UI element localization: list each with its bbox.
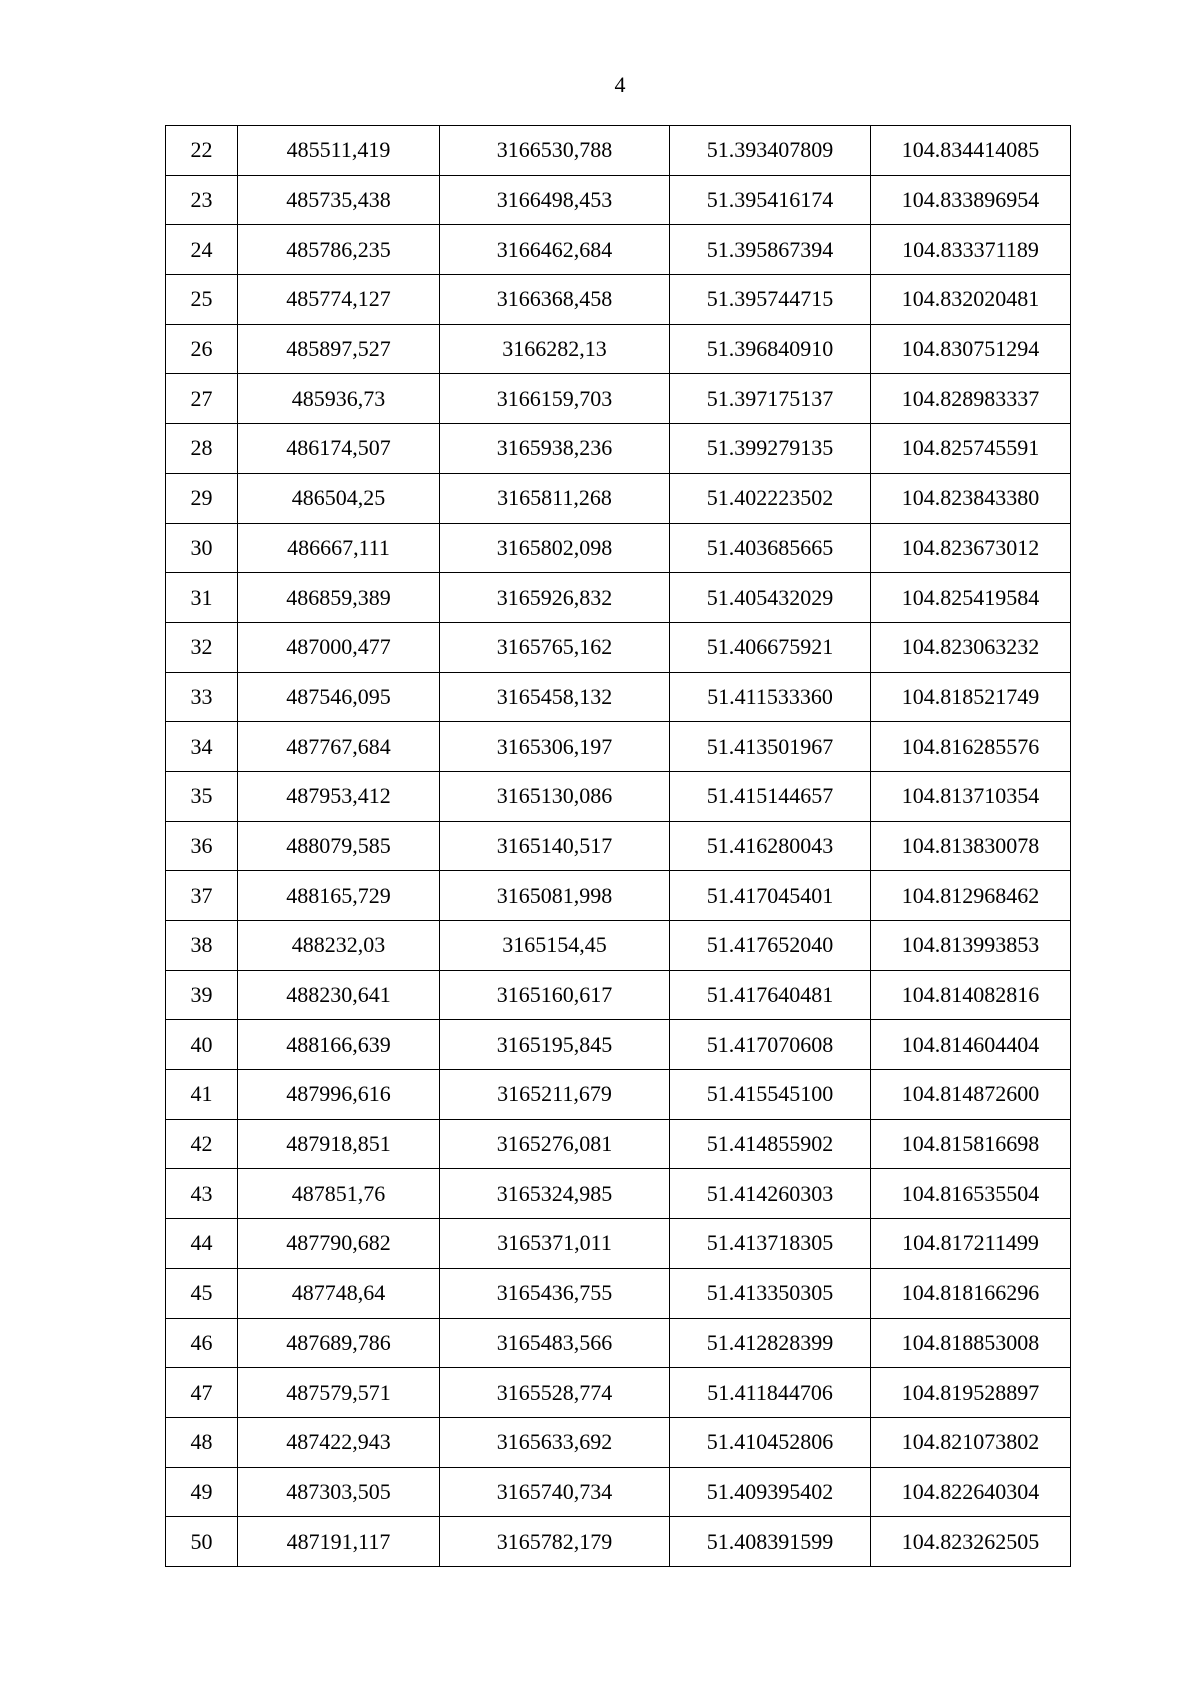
point-number-cell: 29 bbox=[166, 473, 238, 523]
latitude-cell: 51.417070608 bbox=[670, 1020, 871, 1070]
latitude-cell: 51.410452806 bbox=[670, 1417, 871, 1467]
point-number-cell: 42 bbox=[166, 1119, 238, 1169]
point-number-cell: 37 bbox=[166, 871, 238, 921]
x-coordinate-cell: 487579,571 bbox=[238, 1368, 440, 1418]
latitude-cell: 51.397175137 bbox=[670, 374, 871, 424]
longitude-cell: 104.818521749 bbox=[871, 672, 1071, 722]
longitude-cell: 104.823262505 bbox=[871, 1517, 1071, 1567]
x-coordinate-cell: 488079,585 bbox=[238, 821, 440, 871]
table-row bbox=[166, 1467, 1071, 1517]
x-coordinate-cell: 487303,505 bbox=[238, 1467, 440, 1517]
x-coordinate-cell: 487422,943 bbox=[238, 1417, 440, 1467]
latitude-cell: 51.395867394 bbox=[670, 225, 871, 275]
y-coordinate-cell: 3166498,453 bbox=[440, 175, 670, 225]
table-row bbox=[166, 771, 1071, 821]
point-number-cell: 50 bbox=[166, 1517, 238, 1567]
point-number-cell: 41 bbox=[166, 1070, 238, 1120]
table-row bbox=[166, 573, 1071, 623]
y-coordinate-cell: 3165195,845 bbox=[440, 1020, 670, 1070]
table-row bbox=[166, 871, 1071, 921]
x-coordinate-cell: 485897,527 bbox=[238, 324, 440, 374]
point-number-cell: 31 bbox=[166, 573, 238, 623]
x-coordinate-cell: 486667,111 bbox=[238, 523, 440, 573]
longitude-cell: 104.819528897 bbox=[871, 1368, 1071, 1418]
latitude-cell: 51.395744715 bbox=[670, 275, 871, 325]
y-coordinate-cell: 3165811,268 bbox=[440, 473, 670, 523]
latitude-cell: 51.416280043 bbox=[670, 821, 871, 871]
coordinates-table-body bbox=[166, 126, 1071, 1567]
y-coordinate-cell: 3165140,517 bbox=[440, 821, 670, 871]
table-row bbox=[166, 1268, 1071, 1318]
y-coordinate-cell: 3166530,788 bbox=[440, 126, 670, 176]
x-coordinate-cell: 486174,507 bbox=[238, 424, 440, 474]
point-number-cell: 33 bbox=[166, 672, 238, 722]
table-row bbox=[166, 672, 1071, 722]
latitude-cell: 51.403685665 bbox=[670, 523, 871, 573]
x-coordinate-cell: 486859,389 bbox=[238, 573, 440, 623]
y-coordinate-cell: 3165633,692 bbox=[440, 1417, 670, 1467]
latitude-cell: 51.413350305 bbox=[670, 1268, 871, 1318]
longitude-cell: 104.814082816 bbox=[871, 970, 1071, 1020]
y-coordinate-cell: 3165528,774 bbox=[440, 1368, 670, 1418]
longitude-cell: 104.832020481 bbox=[871, 275, 1071, 325]
latitude-cell: 51.417640481 bbox=[670, 970, 871, 1020]
longitude-cell: 104.834414085 bbox=[871, 126, 1071, 176]
x-coordinate-cell: 487191,117 bbox=[238, 1517, 440, 1567]
y-coordinate-cell: 3166368,458 bbox=[440, 275, 670, 325]
y-coordinate-cell: 3165740,734 bbox=[440, 1467, 670, 1517]
longitude-cell: 104.821073802 bbox=[871, 1417, 1071, 1467]
point-number-cell: 27 bbox=[166, 374, 238, 424]
table-row bbox=[166, 1368, 1071, 1418]
longitude-cell: 104.823063232 bbox=[871, 622, 1071, 672]
x-coordinate-cell: 487918,851 bbox=[238, 1119, 440, 1169]
table-row bbox=[166, 473, 1071, 523]
table-row bbox=[166, 175, 1071, 225]
latitude-cell: 51.415144657 bbox=[670, 771, 871, 821]
table-row bbox=[166, 275, 1071, 325]
table-row bbox=[166, 1417, 1071, 1467]
x-coordinate-cell: 487767,684 bbox=[238, 722, 440, 772]
x-coordinate-cell: 485735,438 bbox=[238, 175, 440, 225]
latitude-cell: 51.409395402 bbox=[670, 1467, 871, 1517]
table-row bbox=[166, 126, 1071, 176]
latitude-cell: 51.412828399 bbox=[670, 1318, 871, 1368]
latitude-cell: 51.395416174 bbox=[670, 175, 871, 225]
latitude-cell: 51.413501967 bbox=[670, 722, 871, 772]
latitude-cell: 51.408391599 bbox=[670, 1517, 871, 1567]
y-coordinate-cell: 3165160,617 bbox=[440, 970, 670, 1020]
point-number-cell: 36 bbox=[166, 821, 238, 871]
latitude-cell: 51.393407809 bbox=[670, 126, 871, 176]
point-number-cell: 32 bbox=[166, 622, 238, 672]
y-coordinate-cell: 3165276,081 bbox=[440, 1119, 670, 1169]
longitude-cell: 104.833371189 bbox=[871, 225, 1071, 275]
table-row bbox=[166, 225, 1071, 275]
point-number-cell: 34 bbox=[166, 722, 238, 772]
x-coordinate-cell: 487748,64 bbox=[238, 1268, 440, 1318]
x-coordinate-cell: 485511,419 bbox=[238, 126, 440, 176]
x-coordinate-cell: 487689,786 bbox=[238, 1318, 440, 1368]
table-row bbox=[166, 821, 1071, 871]
point-number-cell: 39 bbox=[166, 970, 238, 1020]
y-coordinate-cell: 3165371,011 bbox=[440, 1219, 670, 1269]
x-coordinate-cell: 487546,095 bbox=[238, 672, 440, 722]
x-coordinate-cell: 485786,235 bbox=[238, 225, 440, 275]
x-coordinate-cell: 485774,127 bbox=[238, 275, 440, 325]
point-number-cell: 28 bbox=[166, 424, 238, 474]
point-number-cell: 49 bbox=[166, 1467, 238, 1517]
table-row bbox=[166, 1318, 1071, 1368]
latitude-cell: 51.414260303 bbox=[670, 1169, 871, 1219]
y-coordinate-cell: 3165436,755 bbox=[440, 1268, 670, 1318]
longitude-cell: 104.813710354 bbox=[871, 771, 1071, 821]
y-coordinate-cell: 3165211,679 bbox=[440, 1070, 670, 1120]
point-number-cell: 23 bbox=[166, 175, 238, 225]
point-number-cell: 22 bbox=[166, 126, 238, 176]
table-row bbox=[166, 722, 1071, 772]
x-coordinate-cell: 486504,25 bbox=[238, 473, 440, 523]
latitude-cell: 51.405432029 bbox=[670, 573, 871, 623]
longitude-cell: 104.813830078 bbox=[871, 821, 1071, 871]
longitude-cell: 104.812968462 bbox=[871, 871, 1071, 921]
longitude-cell: 104.815816698 bbox=[871, 1119, 1071, 1169]
longitude-cell: 104.823673012 bbox=[871, 523, 1071, 573]
longitude-cell: 104.818853008 bbox=[871, 1318, 1071, 1368]
point-number-cell: 47 bbox=[166, 1368, 238, 1418]
longitude-cell: 104.825745591 bbox=[871, 424, 1071, 474]
latitude-cell: 51.406675921 bbox=[670, 622, 871, 672]
x-coordinate-cell: 487000,477 bbox=[238, 622, 440, 672]
latitude-cell: 51.396840910 bbox=[670, 324, 871, 374]
x-coordinate-cell: 488165,729 bbox=[238, 871, 440, 921]
table-row bbox=[166, 1219, 1071, 1269]
y-coordinate-cell: 3166462,684 bbox=[440, 225, 670, 275]
longitude-cell: 104.813993853 bbox=[871, 921, 1071, 971]
x-coordinate-cell: 487790,682 bbox=[238, 1219, 440, 1269]
longitude-cell: 104.825419584 bbox=[871, 573, 1071, 623]
y-coordinate-cell: 3165802,098 bbox=[440, 523, 670, 573]
latitude-cell: 51.402223502 bbox=[670, 473, 871, 523]
longitude-cell: 104.814872600 bbox=[871, 1070, 1071, 1120]
longitude-cell: 104.817211499 bbox=[871, 1219, 1071, 1269]
x-coordinate-cell: 488166,639 bbox=[238, 1020, 440, 1070]
x-coordinate-cell: 488230,641 bbox=[238, 970, 440, 1020]
table-row bbox=[166, 970, 1071, 1020]
latitude-cell: 51.414855902 bbox=[670, 1119, 871, 1169]
latitude-cell: 51.399279135 bbox=[670, 424, 871, 474]
x-coordinate-cell: 487996,616 bbox=[238, 1070, 440, 1120]
latitude-cell: 51.417045401 bbox=[670, 871, 871, 921]
longitude-cell: 104.816535504 bbox=[871, 1169, 1071, 1219]
y-coordinate-cell: 3165154,45 bbox=[440, 921, 670, 971]
point-number-cell: 24 bbox=[166, 225, 238, 275]
longitude-cell: 104.818166296 bbox=[871, 1268, 1071, 1318]
y-coordinate-cell: 3165130,086 bbox=[440, 771, 670, 821]
latitude-cell: 51.417652040 bbox=[670, 921, 871, 971]
longitude-cell: 104.828983337 bbox=[871, 374, 1071, 424]
table-row bbox=[166, 1517, 1071, 1567]
y-coordinate-cell: 3165765,162 bbox=[440, 622, 670, 672]
point-number-cell: 30 bbox=[166, 523, 238, 573]
y-coordinate-cell: 3165782,179 bbox=[440, 1517, 670, 1567]
y-coordinate-cell: 3165483,566 bbox=[440, 1318, 670, 1368]
table-row bbox=[166, 921, 1071, 971]
page-number: 4 bbox=[614, 72, 626, 97]
y-coordinate-cell: 3165306,197 bbox=[440, 722, 670, 772]
latitude-cell: 51.413718305 bbox=[670, 1219, 871, 1269]
point-number-cell: 40 bbox=[166, 1020, 238, 1070]
table-row bbox=[166, 1169, 1071, 1219]
y-coordinate-cell: 3165938,236 bbox=[440, 424, 670, 474]
latitude-cell: 51.415545100 bbox=[670, 1070, 871, 1120]
point-number-cell: 35 bbox=[166, 771, 238, 821]
table-row bbox=[166, 424, 1071, 474]
longitude-cell: 104.833896954 bbox=[871, 175, 1071, 225]
point-number-cell: 48 bbox=[166, 1417, 238, 1467]
y-coordinate-cell: 3166159,703 bbox=[440, 374, 670, 424]
point-number-cell: 44 bbox=[166, 1219, 238, 1269]
latitude-cell: 51.411844706 bbox=[670, 1368, 871, 1418]
table-row bbox=[166, 1119, 1071, 1169]
y-coordinate-cell: 3166282,13 bbox=[440, 324, 670, 374]
longitude-cell: 104.823843380 bbox=[871, 473, 1071, 523]
point-number-cell: 46 bbox=[166, 1318, 238, 1368]
point-number-cell: 43 bbox=[166, 1169, 238, 1219]
table-row bbox=[166, 324, 1071, 374]
table-row bbox=[166, 523, 1071, 573]
longitude-cell: 104.816285576 bbox=[871, 722, 1071, 772]
y-coordinate-cell: 3165324,985 bbox=[440, 1169, 670, 1219]
x-coordinate-cell: 487953,412 bbox=[238, 771, 440, 821]
table-row bbox=[166, 1020, 1071, 1070]
table-row bbox=[166, 1070, 1071, 1120]
longitude-cell: 104.830751294 bbox=[871, 324, 1071, 374]
point-number-cell: 26 bbox=[166, 324, 238, 374]
latitude-cell: 51.411533360 bbox=[670, 672, 871, 722]
y-coordinate-cell: 3165081,998 bbox=[440, 871, 670, 921]
x-coordinate-cell: 488232,03 bbox=[238, 921, 440, 971]
longitude-cell: 104.814604404 bbox=[871, 1020, 1071, 1070]
table-row bbox=[166, 374, 1071, 424]
y-coordinate-cell: 3165926,832 bbox=[440, 573, 670, 623]
point-number-cell: 25 bbox=[166, 275, 238, 325]
x-coordinate-cell: 487851,76 bbox=[238, 1169, 440, 1219]
table-row bbox=[166, 622, 1071, 672]
y-coordinate-cell: 3165458,132 bbox=[440, 672, 670, 722]
point-number-cell: 45 bbox=[166, 1268, 238, 1318]
x-coordinate-cell: 485936,73 bbox=[238, 374, 440, 424]
point-number-cell: 38 bbox=[166, 921, 238, 971]
coordinates-table bbox=[165, 125, 1071, 1567]
longitude-cell: 104.822640304 bbox=[871, 1467, 1071, 1517]
